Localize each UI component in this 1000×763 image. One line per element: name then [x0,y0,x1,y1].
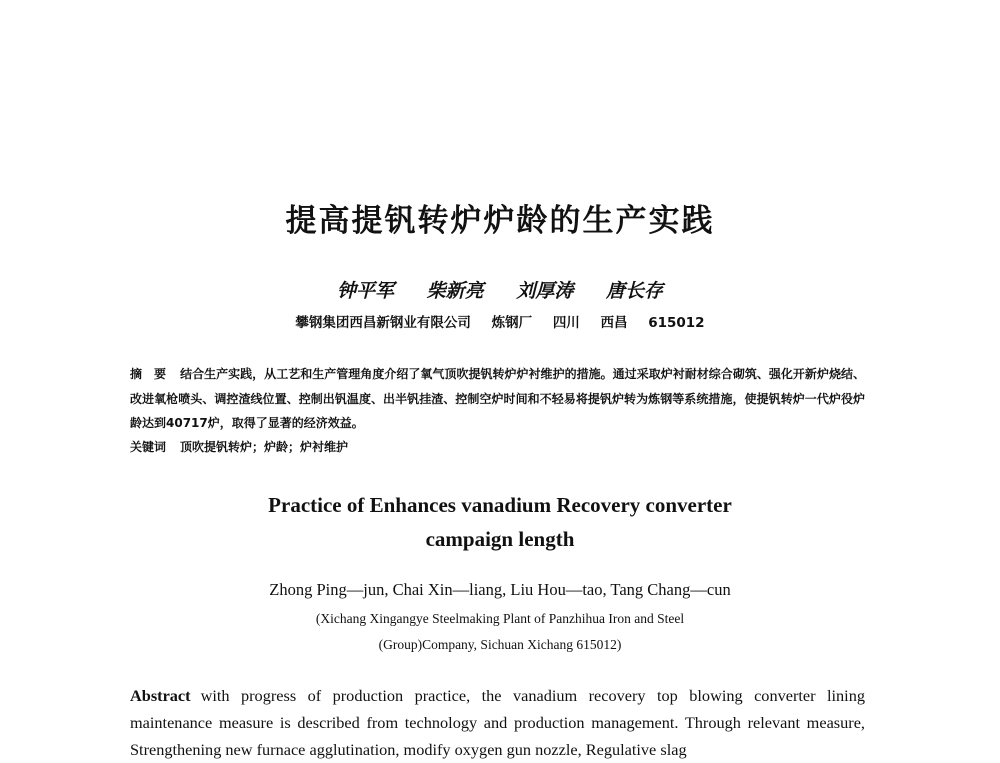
affiliation-company: 攀钢集团西昌新钢业有限公司 [295,315,471,331]
abstract-cn-label: 摘 要 [130,367,167,381]
english-abstract [130,682,865,763]
chinese-title: 提高提钒转炉炉龄的生产实践 [285,203,715,239]
affiliation-plant: 炼钢厂 [491,315,533,331]
english-title [0,488,1000,556]
affiliation-province: 四川 [552,315,580,331]
author-cn: 刘厚涛 [516,280,574,302]
english-title-line1: Practice of Enhances vanadium Recovery converter [268,493,732,517]
author-cn: 柴新亮 [426,280,484,302]
abstract-en-text: with progress of production practice, the vanadium recovery top blowing converter lining maintenance measure is described from technology and production management. Through relevant measure, Strengthening new furnace agglutination, modify oxygen gun nozzle, Regulative slag [130,686,865,759]
english-authors: Zhong Ping—jun, Chai Xin—liang, Liu Hou—tao, Tang Chang—cun [269,580,731,599]
chinese-keywords [130,438,865,455]
affiliation-city: 西昌 [600,315,628,331]
abstract-en-label: Abstract [130,686,191,705]
affiliation-postcode: 615012 [648,315,705,331]
english-affiliation [0,606,1000,658]
abstract-cn-text: 结合生产实践，从工艺和生产管理角度介绍了氧气顶吹提钒转炉炉衬维护的措施。通过采取炉衬耐材综合砌筑、强化开新炉烧结、改进氧枪喷头、调控渣线位置、控制出钒温度、出半钒挂渣、控制空炉时间和不轻易将提钒炉转为炼钢等系统措施，使提钒转炉一代炉役炉龄达到40717炉，取得了显著的经济效益。 [130,367,865,430]
english-affiliation-line1: (Xichang Xingangye Steelmaking Plant of Panzhihua Iron and Steel [315,611,685,626]
keywords-cn-label: 关键词 [130,440,167,454]
chinese-authors [0,276,1000,303]
author-cn: 钟平军 [337,280,395,302]
keywords-cn-text: 顶吹提钒转炉；炉龄；炉衬维护 [180,440,349,454]
chinese-abstract [130,362,865,436]
chinese-affiliation [0,311,1000,331]
author-cn: 唐长存 [605,280,663,302]
english-title-line2: campaign length [425,527,575,551]
english-affiliation-line2: (Group)Company, Sichuan Xichang 615012) [378,637,622,652]
